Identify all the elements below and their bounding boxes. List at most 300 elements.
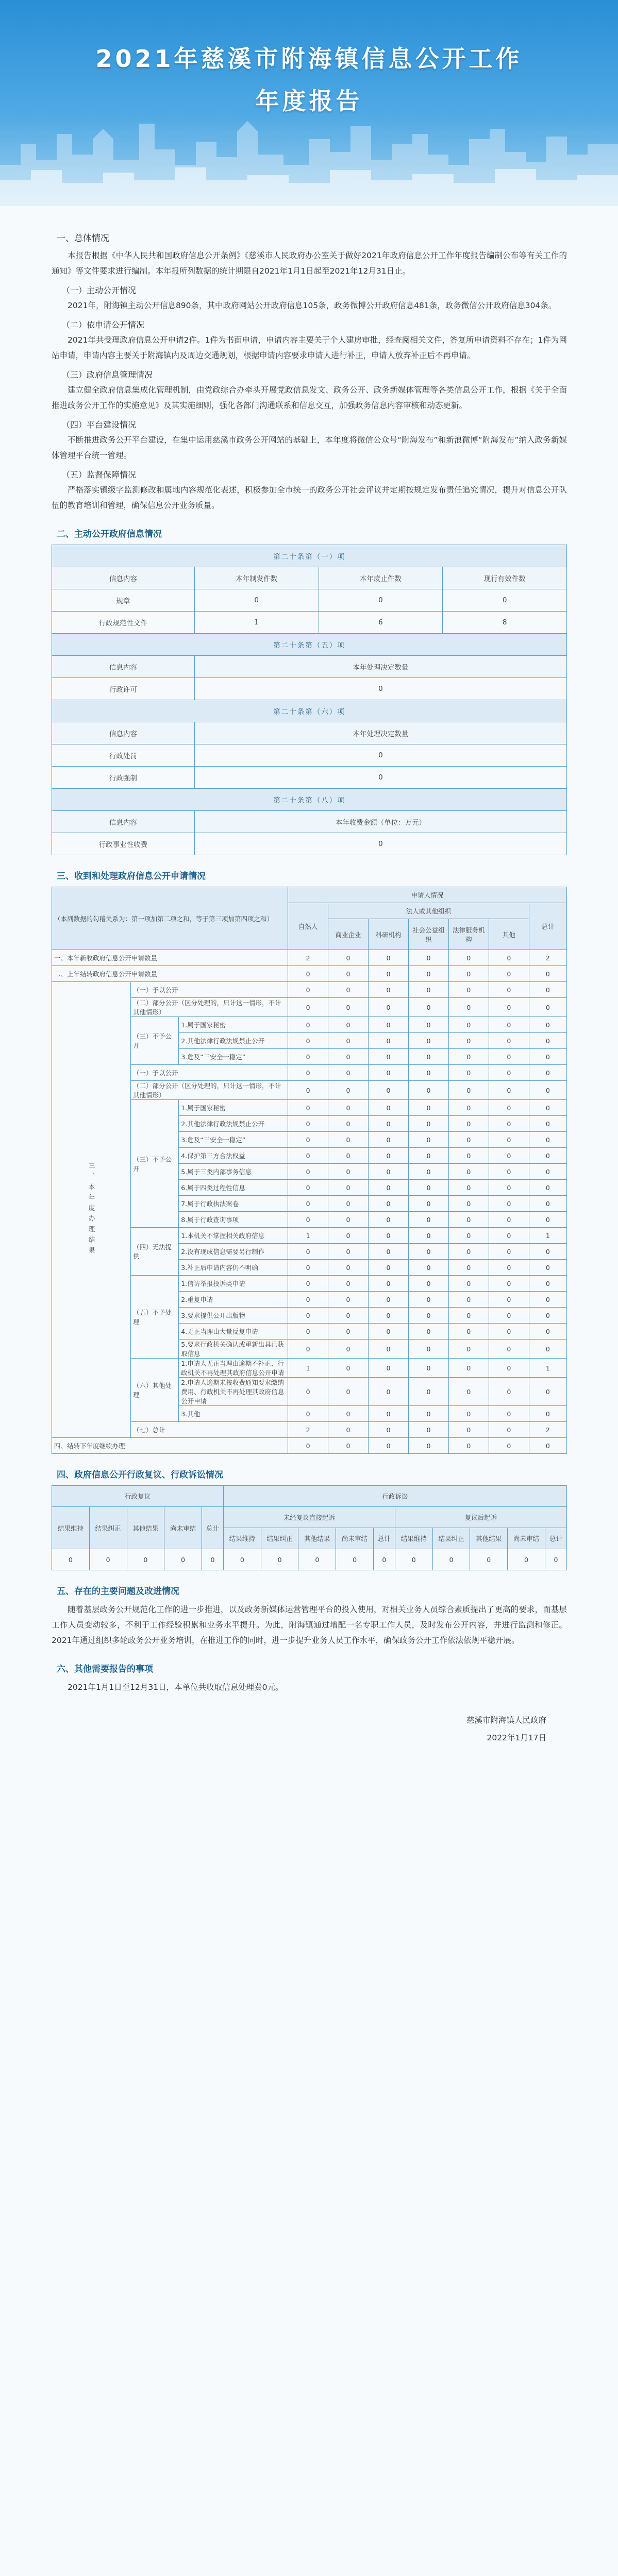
cell-value: 0 xyxy=(369,1065,409,1081)
cell-value: 0 xyxy=(448,1180,489,1196)
cell-value: 0 xyxy=(408,998,448,1017)
cell-value: 0 xyxy=(489,1308,529,1324)
cell-value: 0 xyxy=(489,982,529,998)
cell-value: 0 xyxy=(369,1324,409,1340)
column-header: 结果维持 xyxy=(223,1528,261,1549)
cell-value: 2 xyxy=(529,1422,566,1438)
cell-value: 0 xyxy=(369,1100,409,1116)
column-header: 结果维持 xyxy=(52,1507,90,1549)
cell-value: 0 xyxy=(489,1116,529,1132)
cell-value: 0 xyxy=(328,1116,369,1132)
cell-value: 0 xyxy=(489,1276,529,1292)
cell-value: 0 xyxy=(288,1378,328,1406)
row-label: 2.没有现成信息需要另行制作 xyxy=(179,1244,288,1260)
table-row xyxy=(52,1549,567,1570)
paragraph-problems: 随着基层政务公开规范化工作的进一步推进，以及政务新媒体运营管理平台的投入使用，对相关业务人员综合素质提出了更高的要求，而基层工作人员变动较多，不利于工作经验积累和业务水平提升。为此，附海镇通过增配一名专职工作人员，及时发布公开内容，并进行监测和修正。2021年通过组织多轮政务公开业务培训，在推进工作的同时，进一步提升业务人员工作水平，确保政务公开工作依法依规平稳开展。 xyxy=(52,1605,567,1645)
section-heading-requests: 三、收到和处理政府信息公开申请情况 xyxy=(57,871,206,882)
cell-value: 0 xyxy=(288,982,328,998)
cell-value: 0 xyxy=(288,1100,328,1116)
table-row xyxy=(52,1438,567,1454)
column-header: 总计 xyxy=(545,1528,566,1549)
cell-value: 0 xyxy=(328,1049,369,1065)
row-label: 4.保护第三方合法权益 xyxy=(179,1148,288,1164)
column-header: 其他结果 xyxy=(127,1507,164,1549)
cell-value: 0 xyxy=(529,1212,566,1228)
cell-value: 0 xyxy=(529,1406,566,1422)
cell-value: 0 xyxy=(194,767,566,789)
subheading-platform: （四）平台建设情况 xyxy=(62,420,137,430)
row-label: 1.本机关不掌握相关政府信息 xyxy=(179,1228,288,1244)
table-row xyxy=(52,767,567,789)
row-category: （一）予以公开 xyxy=(131,982,288,998)
row-label: 3.危及“三安全一稳定” xyxy=(179,1049,288,1065)
cell-value: 0 xyxy=(448,1033,489,1049)
table-row xyxy=(52,589,567,612)
row-label: 5.要求行政机关确认或重新出具已获取信息 xyxy=(179,1340,288,1359)
cell-value: 0 xyxy=(448,1164,489,1180)
cell-value: 0 xyxy=(408,1422,448,1438)
cell-value: 0 xyxy=(448,1438,489,1454)
cell-value: 0 xyxy=(369,1116,409,1132)
column-header: 法律服务机构 xyxy=(448,919,489,950)
column-header: 社会公益组织 xyxy=(408,919,448,950)
cell-value: 0 xyxy=(328,1180,369,1196)
cell-value: 0 xyxy=(328,1033,369,1049)
cell-value: 0 xyxy=(489,1033,529,1049)
cell-value: 0 xyxy=(529,1148,566,1164)
cell-value: 2 xyxy=(529,950,566,966)
cell-value: 0 xyxy=(369,982,409,998)
cell-value: 0 xyxy=(529,1244,566,1260)
column-header: 结果纠正 xyxy=(89,1507,127,1549)
cell-value: 0 xyxy=(328,1260,369,1276)
paragraph-active: 2021年，附海镇主动公开信息890条，其中政府网站公开政府信息105条，政务微博公开政府信息481条，政务微信公开政府信息304条。 xyxy=(68,301,557,310)
column-header: 信息内容 xyxy=(52,656,195,678)
row-label: 行政处罚 xyxy=(52,744,195,767)
cell-value: 0 xyxy=(489,1049,529,1065)
cell-value: 0 xyxy=(448,1017,489,1033)
cell-value: 0 xyxy=(529,1196,566,1212)
cell-value: 0 xyxy=(448,1340,489,1359)
cell-value: 0 xyxy=(448,1196,489,1212)
section-heading-review: 四、政府信息公开行政复议、行政诉讼情况 xyxy=(57,1470,223,1480)
cell-value: 0 xyxy=(369,1378,409,1406)
cell-value: 0 xyxy=(369,1196,409,1212)
column-header: 尚未审结 xyxy=(164,1507,202,1549)
cell-value: 0 xyxy=(529,1081,566,1100)
cell-value: 0 xyxy=(408,1276,448,1292)
cell-value: 0 xyxy=(489,1340,529,1359)
table-caption: 第二十条第（六）项 xyxy=(52,700,567,722)
row-label: 8.属于行政查询事项 xyxy=(179,1212,288,1228)
cell-value: 0 xyxy=(369,1081,409,1100)
section-heading-other: 六、其他需要报告的事项 xyxy=(57,1664,153,1674)
cell-value: 0 xyxy=(408,1292,448,1308)
table-corner-note: （本列数据的勾稽关系为：第一项加第二项之和，等于第三项加第四项之和） xyxy=(52,887,288,950)
cell-value: 0 xyxy=(489,1422,529,1438)
cell-value: 0 xyxy=(408,1017,448,1033)
row-label: 3.其他 xyxy=(179,1406,288,1422)
cell-value: 0 xyxy=(369,950,409,966)
cell-value: 0 xyxy=(369,1148,409,1164)
cell-value: 0 xyxy=(328,1438,369,1454)
row-label: 1.信访举报投诉类申请 xyxy=(179,1276,288,1292)
cell-value: 0 xyxy=(448,1132,489,1148)
cell-value: 0 xyxy=(261,1549,298,1570)
cell-value: 0 xyxy=(328,966,369,982)
cell-value: 0 xyxy=(328,1065,369,1081)
column-header: 本年处理决定数量 xyxy=(194,656,566,678)
cell-value: 0 xyxy=(448,1378,489,1406)
intro-paragraph: 本报告根据《中华人民共和国政府信息公开条例》《慈溪市人民政府办公室关于做好2021年政府信息公开工作年度报告编制公布等有关工作的通知》等文件要求进行编制。本年报所列数据的统计期限自2021年1月1日起至2021年12月31日止。 xyxy=(52,251,567,276)
cell-value: 0 xyxy=(489,1164,529,1180)
row-label: 2.其他法律行政法规禁止公开 xyxy=(179,1033,288,1049)
cell-value: 0 xyxy=(529,1276,566,1292)
cell-value: 0 xyxy=(288,1081,328,1100)
cell-value: 0 xyxy=(369,1017,409,1033)
cell-value: 0 xyxy=(288,1017,328,1033)
column-header: 信息内容 xyxy=(52,722,195,744)
cell-value: 0 xyxy=(194,678,566,700)
cell-value: 0 xyxy=(489,950,529,966)
cell-value: 0 xyxy=(328,1100,369,1116)
cell-value: 0 xyxy=(408,982,448,998)
cell-value: 0 xyxy=(448,1276,489,1292)
cell-value: 0 xyxy=(489,1196,529,1212)
cell-value: 0 xyxy=(328,1228,369,1244)
cell-value: 0 xyxy=(529,982,566,998)
paragraph-other: 2021年1月1日至12月31日，本单位共收取信息处理费0元。 xyxy=(68,1683,283,1692)
row-category: （一）予以公开 xyxy=(131,1065,288,1081)
column-header: 本年处理决定数量 xyxy=(194,722,566,744)
cell-value: 0 xyxy=(408,1033,448,1049)
cell-value: 0 xyxy=(448,950,489,966)
column-header: 其他结果 xyxy=(470,1528,508,1549)
cell-value: 0 xyxy=(369,1340,409,1359)
cell-value: 0 xyxy=(408,1164,448,1180)
cell-value: 0 xyxy=(448,1292,489,1308)
column-header: 本年收费金额（单位：万元） xyxy=(194,811,566,833)
cell-value: 0 xyxy=(408,1100,448,1116)
cell-value: 0 xyxy=(448,1422,489,1438)
cell-value: 0 xyxy=(489,1017,529,1033)
cell-value: 0 xyxy=(194,589,319,612)
cell-value: 0 xyxy=(489,1180,529,1196)
row-label: 3.危及“三安全一稳定” xyxy=(179,1132,288,1148)
row-label: 二、上年结转政府信息公开申请数量 xyxy=(52,966,288,982)
cell-value: 0 xyxy=(369,1359,409,1378)
row-label: 1.属于国家秘密 xyxy=(179,1100,288,1116)
row-category: （四）无法提供 xyxy=(131,1228,179,1276)
column-header: 结果纠正 xyxy=(261,1528,298,1549)
cell-value: 1 xyxy=(529,1228,566,1244)
paragraph-platform: 不断推进政务公开平台建设，在集中运用慈溪市政务公开网站的基础上，本年度将微信公众号“附海发布”和新浪微博“附海发布”纳入政务新媒体管理平台统一管理。 xyxy=(52,435,567,460)
cell-value: 0 xyxy=(529,1324,566,1340)
cell-value: 0 xyxy=(328,1212,369,1228)
cell-value: 0 xyxy=(448,1100,489,1116)
cell-value: 0 xyxy=(288,1065,328,1081)
cell-value: 0 xyxy=(448,1244,489,1260)
cell-value: 0 xyxy=(369,1276,409,1292)
cell-value: 0 xyxy=(489,1148,529,1164)
cell-value: 0 xyxy=(369,1244,409,1260)
row-label: 规章 xyxy=(52,589,195,612)
subheading-supervision: （五）监督保障情况 xyxy=(62,470,137,480)
cell-value: 0 xyxy=(288,1308,328,1324)
cell-value: 0 xyxy=(288,1260,328,1276)
cell-value: 0 xyxy=(408,1081,448,1100)
cell-value: 0 xyxy=(408,1260,448,1276)
cell-value: 0 xyxy=(369,1260,409,1276)
table-caption: 第二十条第（八）项 xyxy=(52,789,567,811)
row-label: 4.无正当理由大量反复申请 xyxy=(179,1324,288,1340)
signature-org: 慈溪市附海镇人民政府 xyxy=(466,1716,546,1725)
cell-value: 0 xyxy=(288,1148,328,1164)
cell-value: 0 xyxy=(448,998,489,1017)
cell-value: 0 xyxy=(328,950,369,966)
cell-value: 0 xyxy=(202,1549,224,1570)
cell-value: 0 xyxy=(489,998,529,1017)
cell-value: 0 xyxy=(448,1359,489,1378)
cell-value: 0 xyxy=(288,1116,328,1132)
cell-value: 0 xyxy=(408,1049,448,1065)
column-header: 其他 xyxy=(489,919,529,950)
column-header: 结果维持 xyxy=(395,1528,432,1549)
cell-value: 0 xyxy=(489,1132,529,1148)
cell-value: 0 xyxy=(288,966,328,982)
cell-value: 0 xyxy=(529,1260,566,1276)
table-caption: 第二十条第（五）项 xyxy=(52,634,567,656)
cell-value: 0 xyxy=(408,1340,448,1359)
cell-value: 0 xyxy=(288,1212,328,1228)
cell-value: 0 xyxy=(408,1359,448,1378)
cell-value: 0 xyxy=(529,1033,566,1049)
cell-value: 8 xyxy=(443,612,567,634)
cell-value: 0 xyxy=(288,1438,328,1454)
cell-value: 0 xyxy=(408,1438,448,1454)
cell-value: 0 xyxy=(489,1406,529,1422)
cell-value: 0 xyxy=(408,1196,448,1212)
row-label: 6.属于四类过程性信息 xyxy=(179,1180,288,1196)
cell-value: 0 xyxy=(288,1276,328,1292)
cell-value: 0 xyxy=(448,1324,489,1340)
cell-value: 0 xyxy=(443,589,567,612)
cell-value: 0 xyxy=(529,1308,566,1324)
cell-value: 0 xyxy=(319,589,443,612)
cell-value: 0 xyxy=(369,1422,409,1438)
cell-value: 0 xyxy=(408,966,448,982)
cell-value: 0 xyxy=(408,1406,448,1422)
row-label: 3.补正后申请内容仍不明确 xyxy=(179,1260,288,1276)
subheading-request: （二）依申请公开情况 xyxy=(62,320,145,330)
cell-value: 0 xyxy=(489,1212,529,1228)
cell-value: 0 xyxy=(529,1292,566,1308)
cell-value: 0 xyxy=(408,1132,448,1148)
review-litigation-table xyxy=(52,1485,567,1570)
cell-value: 0 xyxy=(369,1049,409,1065)
results-body xyxy=(52,982,567,1438)
report-body xyxy=(52,222,567,1747)
column-header: 本年废止件数 xyxy=(319,567,443,589)
cell-value: 0 xyxy=(489,1438,529,1454)
column-header: 商业企业 xyxy=(328,919,369,950)
cell-value: 0 xyxy=(369,1212,409,1228)
cell-value: 0 xyxy=(489,966,529,982)
table-row xyxy=(52,678,567,700)
cell-value: 0 xyxy=(408,1228,448,1244)
paragraph-supervision: 严格落实镇级字监测修改和属地内容规范化表述，积极参加全市统一的政务公开社会评议并定期按规定发布责任追究情况，提升对信息公开队伍的教育培训和管理，确保信息公开业务质量。 xyxy=(52,485,567,510)
cell-value: 0 xyxy=(395,1549,432,1570)
cell-value: 0 xyxy=(489,1324,529,1340)
cell-value: 0 xyxy=(369,1406,409,1422)
cell-value: 0 xyxy=(328,1340,369,1359)
cell-value: 0 xyxy=(328,1308,369,1324)
section-heading-problems: 五、存在的主要问题及改进情况 xyxy=(57,1586,179,1597)
row-label: 行政事业性收费 xyxy=(52,833,195,855)
table-row xyxy=(52,833,567,855)
cell-value: 0 xyxy=(328,1406,369,1422)
cell-value: 0 xyxy=(223,1549,261,1570)
cell-value: 0 xyxy=(288,1164,328,1180)
cell-value: 0 xyxy=(369,966,409,982)
row-group-label: 三、本年度办理结果 xyxy=(52,982,131,1438)
table-row xyxy=(52,744,567,767)
cell-value: 0 xyxy=(489,1359,529,1378)
cell-value: 0 xyxy=(529,1116,566,1132)
cell-value: 0 xyxy=(489,1065,529,1081)
cell-value: 2 xyxy=(288,950,328,966)
cell-value: 0 xyxy=(328,1017,369,1033)
cell-value: 0 xyxy=(448,982,489,998)
cell-value: 0 xyxy=(529,1100,566,1116)
cell-value: 0 xyxy=(489,1244,529,1260)
cell-value: 0 xyxy=(288,1180,328,1196)
cell-value: 0 xyxy=(328,1244,369,1260)
column-group-header: 申请人情况 xyxy=(288,887,567,903)
cell-value: 0 xyxy=(369,1438,409,1454)
cell-value: 0 xyxy=(52,1549,90,1570)
cell-value: 0 xyxy=(288,1196,328,1212)
cell-value: 0 xyxy=(288,1292,328,1308)
row-category: （五）不予处理 xyxy=(131,1276,179,1359)
cell-value: 0 xyxy=(336,1549,374,1570)
column-group-header: 未经复议直接起诉 xyxy=(223,1507,395,1528)
cell-value: 0 xyxy=(489,1378,529,1406)
cell-value: 0 xyxy=(448,1212,489,1228)
cell-value: 0 xyxy=(448,1228,489,1244)
header-banner xyxy=(0,0,618,206)
page-subtitle: 年度报告 xyxy=(255,87,363,115)
cell-value: 0 xyxy=(328,1196,369,1212)
cell-value: 0 xyxy=(529,966,566,982)
row-category: （三）不予公开 xyxy=(131,1017,179,1065)
cell-value: 0 xyxy=(529,1017,566,1033)
cell-value: 0 xyxy=(489,1100,529,1116)
cell-value: 0 xyxy=(288,1244,328,1260)
cell-value: 0 xyxy=(328,982,369,998)
cell-value: 0 xyxy=(288,998,328,1017)
section-heading-active-disclosure: 二、主动公开政府信息情况 xyxy=(57,529,162,539)
cell-value: 0 xyxy=(408,1180,448,1196)
table-row xyxy=(52,966,567,982)
cell-value: 0 xyxy=(328,1276,369,1292)
column-group-header: 行政复议 xyxy=(52,1486,224,1507)
cell-value: 0 xyxy=(489,1292,529,1308)
column-group-header: 行政诉讼 xyxy=(223,1486,566,1507)
cell-value: 0 xyxy=(288,1049,328,1065)
cell-value: 0 xyxy=(369,1164,409,1180)
cell-value: 0 xyxy=(328,1081,369,1100)
table-row xyxy=(52,950,567,966)
section-heading-overview: 一、总体情况 xyxy=(57,233,109,244)
cell-value: 0 xyxy=(328,1132,369,1148)
cell-value: 0 xyxy=(448,1065,489,1081)
table-caption: 第二十条第（一）项 xyxy=(52,545,567,567)
row-label: 行政规范性文件 xyxy=(52,612,195,634)
column-header: 科研机构 xyxy=(369,919,409,950)
city-skyline-decoration xyxy=(0,103,618,206)
row-label: 四、结转下年度继续办理 xyxy=(52,1438,288,1454)
cell-value: 0 xyxy=(508,1549,545,1570)
cell-value: 0 xyxy=(408,950,448,966)
cell-value: 0 xyxy=(448,1308,489,1324)
cell-value: 0 xyxy=(328,1148,369,1164)
row-category: （三）不予公开 xyxy=(131,1100,179,1228)
cell-value: 0 xyxy=(288,1033,328,1049)
cell-value: 0 xyxy=(164,1549,202,1570)
column-header: 信息内容 xyxy=(52,811,195,833)
subheading-active: （一）主动公开情况 xyxy=(62,285,137,295)
cell-value: 0 xyxy=(373,1549,395,1570)
row-category: （二）部分公开（区分处理的，只计这一情形，不计其他情形） xyxy=(131,1081,288,1100)
cell-value: 0 xyxy=(529,1340,566,1359)
row-label: 行政许可 xyxy=(52,678,195,700)
active-disclosure-table xyxy=(52,545,567,855)
column-header: 总计 xyxy=(373,1528,395,1549)
cell-value: 0 xyxy=(408,1244,448,1260)
cell-value: 0 xyxy=(489,1260,529,1276)
row-label: 1.申请人无正当理由逾期不补正、行政机关不再处理其政府信息公开申请 xyxy=(179,1359,288,1378)
row-category: （二）部分公开（区分处理的，只计这一情形，不计其他情形） xyxy=(131,998,288,1017)
column-header: 其他结果 xyxy=(298,1528,336,1549)
row-label: 2.申请人逾期未按收费通知要求缴纳费用、行政机关不再处理其政府信息公开申请 xyxy=(179,1378,288,1406)
cell-value: 0 xyxy=(408,1065,448,1081)
cell-value: 0 xyxy=(529,1164,566,1180)
cell-value: 0 xyxy=(328,1164,369,1180)
row-label: 7.属于行政执法案卷 xyxy=(179,1196,288,1212)
cell-value: 0 xyxy=(408,1324,448,1340)
cell-value: 0 xyxy=(288,1406,328,1422)
row-label: 行政强制 xyxy=(52,767,195,789)
cell-value: 0 xyxy=(288,1340,328,1359)
cell-value: 0 xyxy=(489,1228,529,1244)
cell-value: 1 xyxy=(288,1228,328,1244)
column-header: 总计 xyxy=(202,1507,224,1549)
column-group-header: 复议后起诉 xyxy=(395,1507,566,1528)
row-label: 5.属于三类内部事务信息 xyxy=(179,1164,288,1180)
column-header: 总计 xyxy=(529,903,566,950)
cell-value: 0 xyxy=(448,1260,489,1276)
column-header: 尚未审结 xyxy=(508,1528,545,1549)
table-row xyxy=(52,982,567,998)
column-header: 本年制发件数 xyxy=(194,567,319,589)
cell-value: 0 xyxy=(194,744,566,767)
cell-value: 0 xyxy=(432,1549,470,1570)
cell-value: 2 xyxy=(288,1422,328,1438)
cell-value: 0 xyxy=(89,1549,127,1570)
row-label: 一、本年新收政府信息公开申请数量 xyxy=(52,950,288,966)
cell-value: 0 xyxy=(448,1116,489,1132)
